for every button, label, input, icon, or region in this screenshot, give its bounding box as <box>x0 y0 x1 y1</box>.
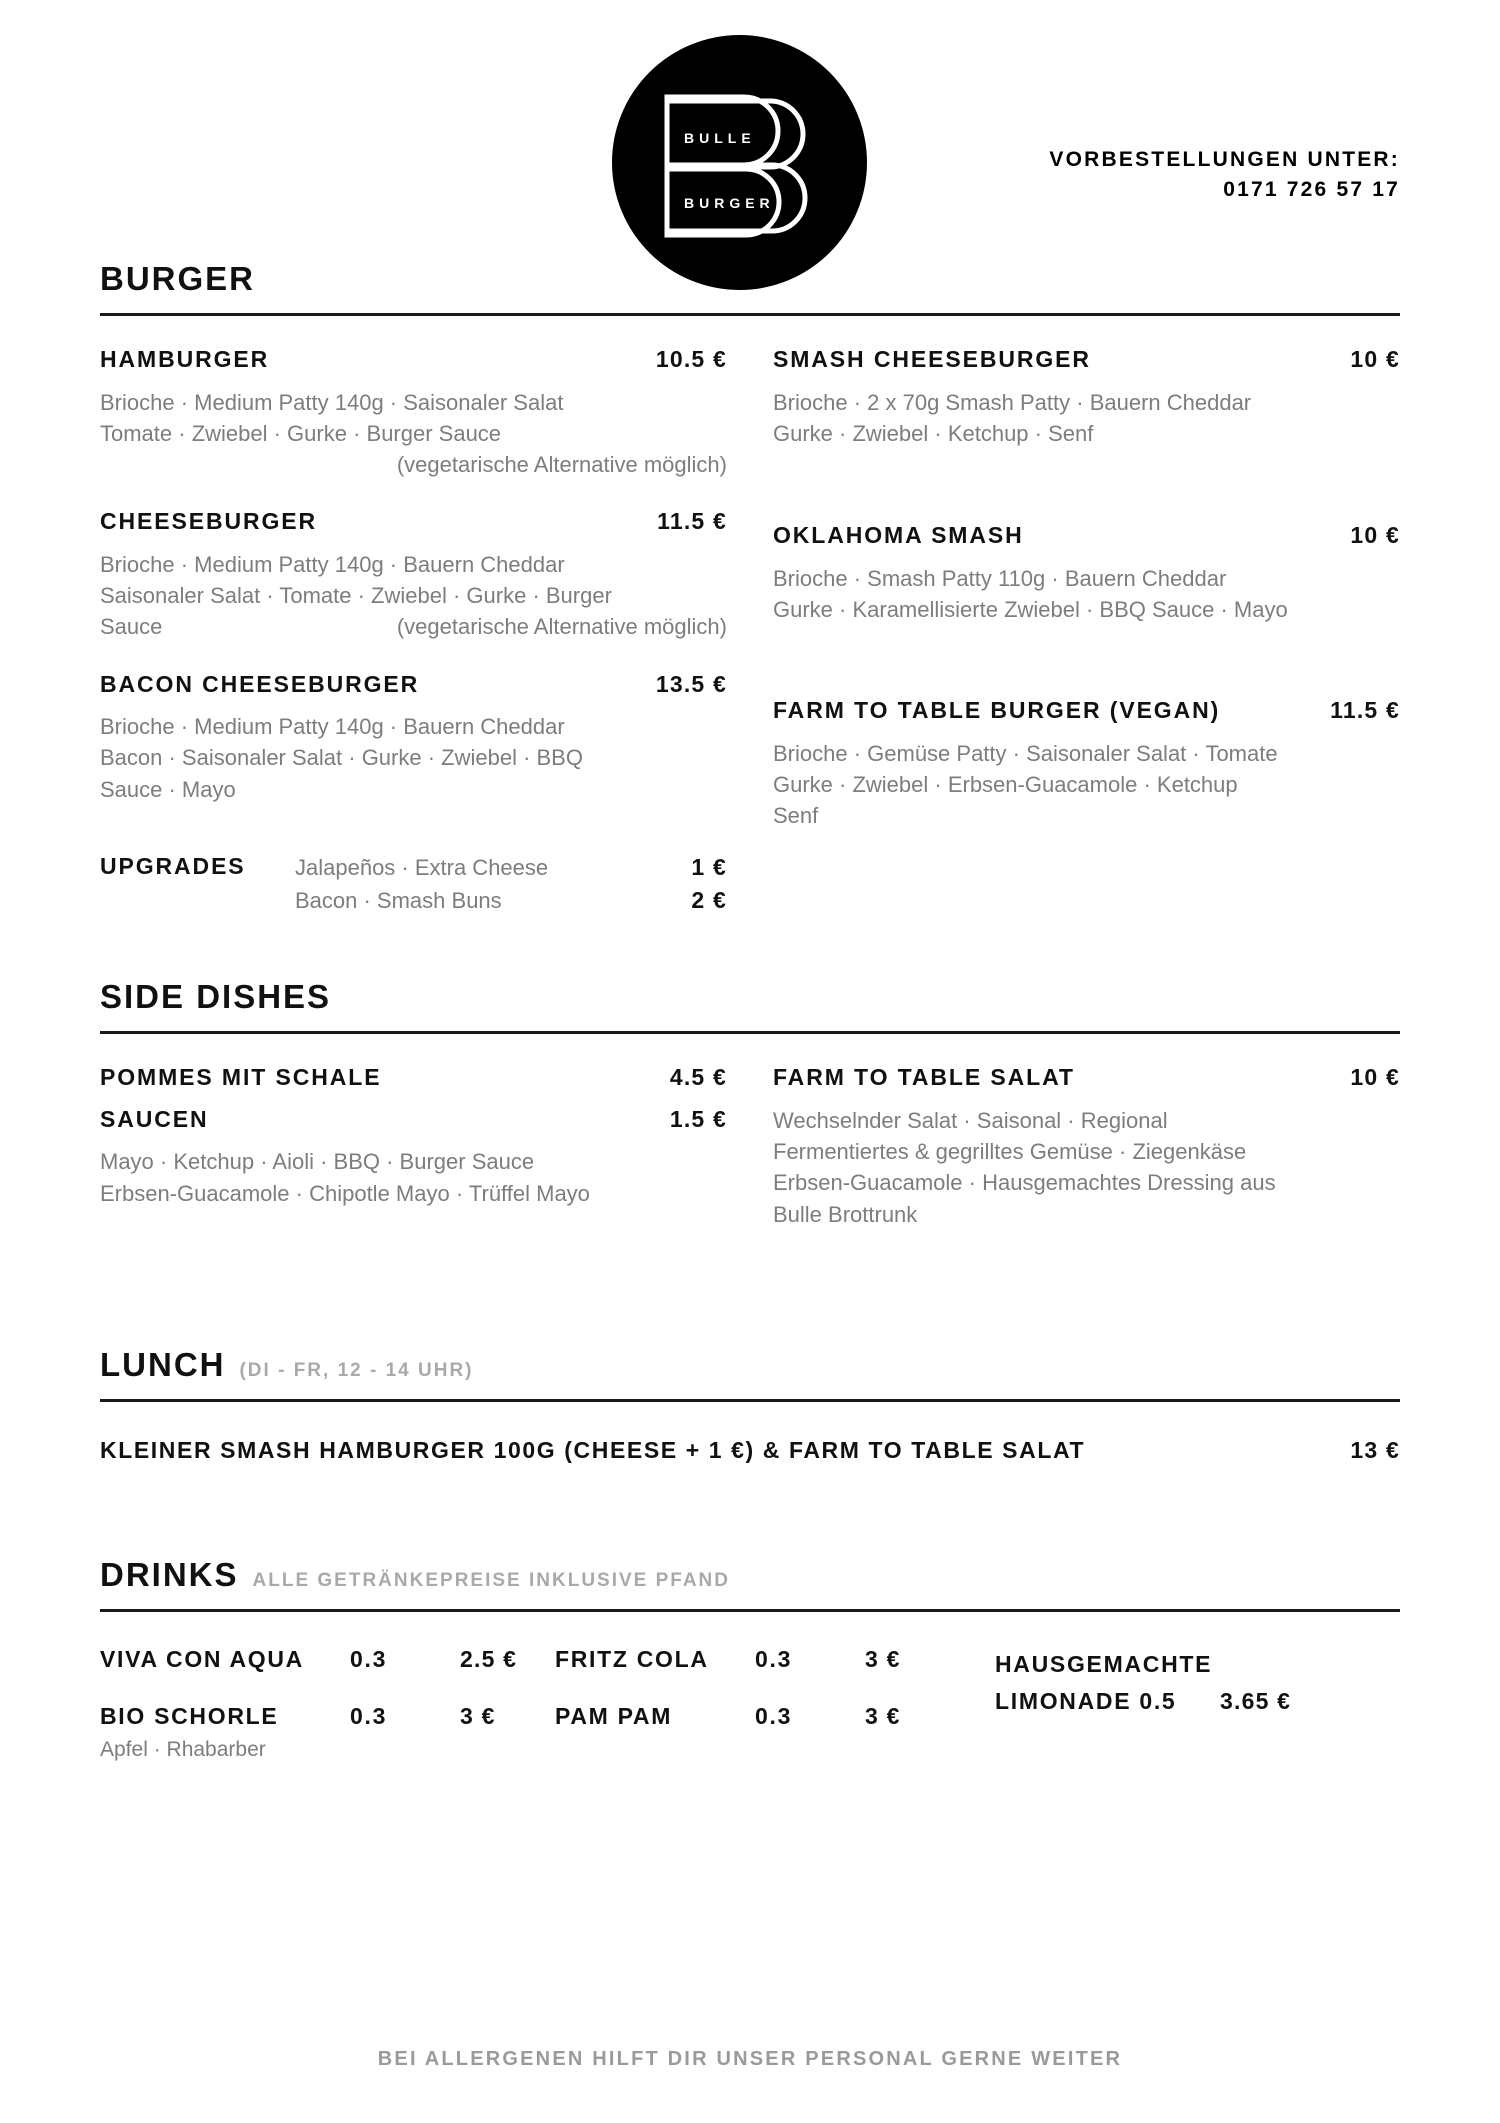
menu-item-name: SAUCEN <box>100 1105 209 1132</box>
desc-line: Brioche · Medium Patty 140g · Bauern Cheddar <box>100 551 565 577</box>
desc-line: Fermentiertes & gegrilltes Gemüse · Ziegenkäse <box>773 1139 1247 1165</box>
desc-line: Brioche · Gemüse Patty · Saisonaler Salat · Tomate <box>773 740 1278 766</box>
drink-item-viva-con-aqua[interactable] <box>100 1646 555 1673</box>
menu-item-head <box>100 346 727 374</box>
menu-item-name: CHEESEBURGER <box>100 508 318 535</box>
menu-item-note: (vegetarische Alternative möglich) <box>396 614 727 640</box>
logo-b-mark <box>612 35 867 290</box>
desc-line: Senf <box>773 803 819 829</box>
desc-line: Erbsen-Guacamole · Chipotle Mayo · Trüffel Mayo <box>100 1180 590 1206</box>
menu-item-description <box>100 711 727 805</box>
section-burger-head <box>100 260 1400 298</box>
menu-item-head <box>100 1106 727 1134</box>
menu-item-price: 13.5 € <box>655 670 727 697</box>
desc-line: Sauce · Mayo <box>100 776 236 802</box>
menu-item-description <box>100 387 727 481</box>
contact-phone[interactable]: 0171 726 57 17 <box>1223 178 1400 202</box>
menu-item-cheeseburger[interactable] <box>100 508 727 642</box>
upgrade-row[interactable] <box>295 851 727 884</box>
menu-item-smash-cheeseburger[interactable] <box>773 346 1400 449</box>
drink-size: 0.3 <box>350 1645 388 1672</box>
desc-line: Brioche · 2 x 70g Smash Patty · Bauern Cheddar <box>773 389 1252 415</box>
menu-item-head <box>773 1064 1400 1092</box>
menu-item-head <box>773 522 1400 550</box>
brand-logo <box>612 35 867 290</box>
menu-item-name: HAMBURGER <box>100 346 270 372</box>
section-drinks <box>100 1556 1400 1762</box>
drink-name: VIVA CON AQUA <box>100 1645 304 1672</box>
contact-label: VORBESTELLUNGEN UNTER: <box>1049 148 1400 171</box>
menu-item-head <box>100 1064 727 1092</box>
section-side-dishes <box>100 978 1400 1258</box>
drink-name: BIO SCHORLE <box>100 1702 279 1729</box>
upgrades-label: UPGRADES <box>100 852 246 879</box>
menu-item-price: 11.5 € <box>657 508 727 535</box>
side-dishes-columns <box>100 1064 1400 1258</box>
menu-item-name: FARM TO TABLE BURGER (VEGAN) <box>773 697 1221 724</box>
drink-item-fritz-cola[interactable] <box>555 1646 995 1673</box>
menu-item-price: 10 € <box>1350 522 1400 549</box>
upgrade-row[interactable] <box>295 884 727 917</box>
logo-circle <box>612 35 867 290</box>
side-dishes-column-right <box>773 1064 1400 1258</box>
drink-name-line1: HAUSGEMACHTE <box>995 1650 1213 1677</box>
contact-block <box>1049 145 1400 206</box>
drink-name-line2: LIMONADE 0.5 <box>995 1687 1177 1714</box>
drink-price: 3.65 € <box>1220 1687 1292 1714</box>
section-drinks-title: DRINKS <box>100 1555 239 1593</box>
drink-variants-note: Apfel · Rhabarber <box>100 1737 266 1761</box>
upgrade-items: Jalapeños · Extra Cheese <box>295 854 549 880</box>
page-header <box>100 0 1400 260</box>
menu-item-name: BACON CHEESEBURGER <box>100 670 420 697</box>
menu-item-hamburger[interactable] <box>100 346 727 480</box>
menu-item-price: 13 € <box>1350 1436 1400 1463</box>
section-burger <box>100 260 1400 916</box>
upgrade-price: 1 € <box>691 853 727 880</box>
desc-line: Saisonaler Salat · Tomate · Zwiebel · Gurke · Burger <box>100 583 612 609</box>
menu-item-farm-to-table-salat[interactable] <box>773 1064 1400 1230</box>
menu-item-name: FARM TO TABLE SALAT <box>773 1064 1075 1091</box>
desc-line: Gurke · Zwiebel · Ketchup · Senf <box>773 420 1094 446</box>
desc-line: Erbsen-Guacamole · Hausgemachtes Dressing aus <box>773 1170 1276 1196</box>
desc-line: Sauce <box>100 614 163 640</box>
drink-name: PAM PAM <box>555 1702 673 1729</box>
section-drinks-divider <box>100 1609 1400 1612</box>
menu-item-oklahoma-smash[interactable] <box>773 522 1400 625</box>
drinks-column-3 <box>995 1646 1400 1762</box>
menu-item-saucen[interactable] <box>100 1106 727 1209</box>
drink-price: 2.5 € <box>460 1645 518 1672</box>
allergen-footer-note: BEI ALLERGENEN HILFT DIR UNSER PERSONAL GERNE WEITER <box>377 2048 1123 2070</box>
upgrades-block <box>100 851 727 916</box>
menu-item-name: POMMES MIT SCHALE <box>100 1064 382 1091</box>
desc-line: Brioche · Smash Patty 110g · Bauern Cheddar <box>773 565 1227 591</box>
burger-column-right <box>773 346 1400 916</box>
drink-name-row <box>995 1683 1400 1720</box>
desc-line: Wechselnder Salat · Saisonal · Regional <box>773 1107 1168 1133</box>
desc-line: Bulle Brottrunk <box>773 1201 918 1227</box>
menu-item-price: 10 € <box>1350 1064 1400 1091</box>
section-drinks-head <box>100 1556 1400 1594</box>
drink-item-hausgemachte-limonade[interactable] <box>995 1646 1400 1720</box>
drink-name: FRITZ COLA <box>555 1645 709 1672</box>
drink-size: 0.3 <box>755 1702 793 1729</box>
section-lunch-subtitle: (DI - FR, 12 - 14 UHR) <box>239 1359 474 1381</box>
section-lunch-divider <box>100 1399 1400 1402</box>
drinks-column-1 <box>100 1646 555 1762</box>
desc-line-with-note <box>100 611 727 642</box>
menu-item-bacon-cheeseburger[interactable] <box>100 671 727 805</box>
menu-item-pommes[interactable] <box>100 1064 727 1092</box>
menu-item-name: KLEINER SMASH HAMBURGER 100G (CHEESE + 1 €) & FARM TO TABLE SALAT <box>100 1436 1086 1463</box>
section-lunch <box>100 1346 1400 1464</box>
drinks-grid <box>100 1646 1400 1762</box>
logo-text-bulle: BULLE <box>684 130 756 146</box>
menu-item-price: 11.5 € <box>1330 697 1400 724</box>
menu-item-price: 4.5 € <box>669 1064 727 1091</box>
menu-item-description <box>773 387 1400 449</box>
upgrade-price: 2 € <box>691 886 727 913</box>
menu-item-description <box>100 549 727 643</box>
section-side-dishes-title: SIDE DISHES <box>100 978 332 1016</box>
menu-item-description <box>773 738 1400 832</box>
section-side-dishes-divider <box>100 1031 1400 1034</box>
drink-item-pam-pam[interactable] <box>555 1703 995 1730</box>
menu-item-description <box>100 1146 727 1208</box>
menu-item-head <box>773 697 1400 725</box>
upgrades-list <box>295 851 727 916</box>
desc-line: Mayo · Ketchup · Aioli · BBQ · Burger Sauce <box>100 1149 535 1175</box>
menu-item-farm-to-table-burger[interactable] <box>773 697 1400 831</box>
menu-item-head <box>100 671 727 699</box>
desc-line: Brioche · Medium Patty 140g · Bauern Cheddar <box>100 714 565 740</box>
drink-size: 0.3 <box>350 1702 388 1729</box>
desc-line: Brioche · Medium Patty 140g · Saisonaler Salat <box>100 389 564 415</box>
section-burger-divider <box>100 313 1400 316</box>
side-dishes-column-left <box>100 1064 727 1258</box>
drink-price: 3 € <box>865 1645 901 1672</box>
upgrade-items: Bacon · Smash Buns <box>295 887 502 913</box>
desc-line: Gurke · Karamellisierte Zwiebel · BBQ Sauce · Mayo <box>773 596 1288 622</box>
section-burger-title: BURGER <box>100 260 256 297</box>
menu-item-name: OKLAHOMA SMASH <box>773 522 1024 549</box>
menu-item-name: SMASH CHEESEBURGER <box>773 346 1091 372</box>
menu-item-price: 10 € <box>1350 346 1400 372</box>
desc-line: Bacon · Saisonaler Salat · Gurke · Zwiebel · BBQ <box>100 745 583 771</box>
section-lunch-head <box>100 1346 1400 1384</box>
menu-item-price: 1.5 € <box>669 1105 727 1132</box>
menu-item-description <box>773 563 1400 625</box>
section-side-dishes-head <box>100 978 1400 1016</box>
drink-price: 3 € <box>460 1702 496 1729</box>
burger-column-left <box>100 346 727 916</box>
section-drinks-subtitle: ALLE GETRÄNKEPREISE INKLUSIVE PFAND <box>252 1569 731 1591</box>
drinks-column-2 <box>555 1646 995 1762</box>
desc-line: Gurke · Zwiebel · Erbsen-Guacamole · Ketchup <box>773 771 1238 797</box>
menu-item-lunch-combo[interactable] <box>100 1437 1400 1464</box>
menu-item-head <box>773 346 1400 374</box>
burger-columns <box>100 346 1400 916</box>
drink-price: 3 € <box>865 1702 901 1729</box>
desc-line: Tomate · Zwiebel · Gurke · Burger Sauce <box>100 420 502 446</box>
drink-size: 0.3 <box>755 1645 793 1672</box>
menu-item-description <box>773 1105 1400 1230</box>
drink-item-bio-schorle[interactable] <box>100 1703 555 1730</box>
menu-item-note: (vegetarische Alternative möglich) <box>396 452 727 478</box>
menu-item-price: 10.5 € <box>655 346 727 372</box>
menu-item-head <box>100 508 727 536</box>
logo-text-burger: BURGER <box>684 195 775 211</box>
section-lunch-title: LUNCH <box>100 1345 226 1383</box>
